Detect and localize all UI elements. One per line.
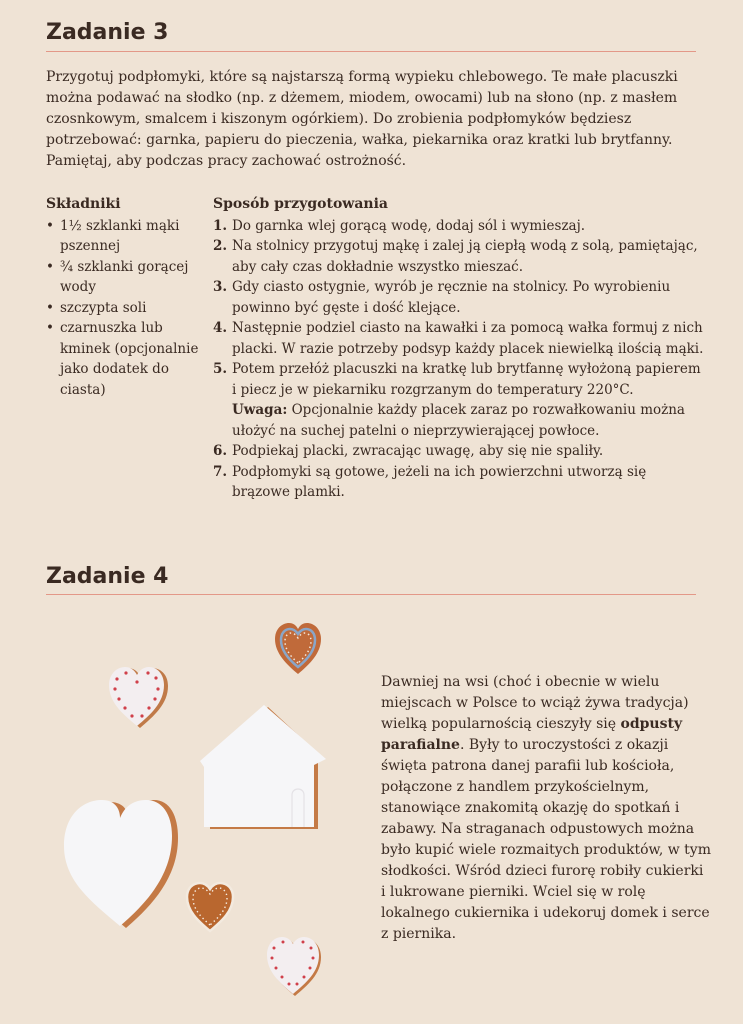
method-step — [213, 318, 708, 359]
step-number: 4. — [213, 320, 228, 336]
method-step — [213, 277, 708, 318]
gingerbread-house-icon — [196, 703, 336, 833]
method-step — [213, 441, 708, 462]
task3-intro: Przygotuj podpłomyki, które są najstarszą formą wypieku chlebowego. Te małe placuszki można podawać na słodko (np. z dżemem, miodem, owocami) lub na słono (np. z masłem czosnkowym, smalcem i kiszonym ogórkiem). Do zrobienia podpłomyków będziesz potrzebować: garnka, papieru do pieczenia, wałka, piekarnika oraz kratki lub brytfanny. Pamiętaj, aby podczas pracy zachować ostrożność. — [46, 69, 678, 169]
task3-title: Zadanie 3 — [46, 20, 169, 45]
white-heart-large-icon — [60, 796, 182, 932]
step-text: Podpłomyki są gotowe, jeżeli na ich powierzchni utworzą się brązowe plamki. — [232, 463, 647, 500]
task4-title: Zadanie 4 — [46, 564, 169, 589]
step-text: Do garnka wlej gorącą wodę, dodaj sól i wymieszaj. — [232, 217, 586, 234]
step-text: Podpiekaj placki, zwracając uwagę, aby się nie spaliły. — [232, 443, 604, 459]
task3-divider — [46, 51, 696, 52]
method-step — [213, 359, 708, 441]
ingredient-item: • czarnuszka lub kminek (opcjonalnie jako dodatek do ciasta) — [46, 318, 206, 400]
note-label: Uwaga: — [232, 402, 288, 418]
ingredients-title: Składniki — [46, 196, 121, 212]
note-text: Opcjonalnie każdy placek zaraz po rozwałkowaniu można ułożyć na suchej patelni o nieprzywierającej powłoce. — [232, 402, 685, 439]
step-number: 3. — [213, 279, 228, 295]
method-step — [213, 462, 708, 503]
white-heart-red-dots-icon — [106, 664, 170, 732]
method-title: Sposób przygotowania — [213, 196, 388, 212]
method-column — [213, 194, 708, 503]
step-number: 1. — [213, 217, 228, 234]
iced-heart-blue-icon — [272, 620, 324, 678]
ingredients-column — [46, 194, 206, 400]
step-number: 2. — [213, 238, 228, 254]
step-number: 6. — [213, 443, 228, 459]
white-heart-red-dots-small-icon — [264, 934, 324, 1000]
task4-divider — [46, 594, 696, 595]
ingredient-item: • szczypta soli — [46, 298, 206, 319]
method-step — [213, 236, 708, 277]
ingredient-item: • ¾ szklanki gorącej wody — [46, 257, 206, 298]
step-text: Następnie podziel ciasto na kawałki i za pomocą wałka formuj z nich placki. W razie potrzeby podsyp każdy placek niewielką ilością mąki. — [232, 320, 704, 357]
step-number: 5. — [213, 361, 228, 377]
step-text: Potem przełóż placuszki na kratkę lub brytfannę wyłożoną papierem i piecz je w piekarniku rozgrzanym do temperatury 220°C. — [232, 361, 701, 398]
task4-text-before: Dawniej na wsi (choć i obecnie w wielu miejscach w Polsce to wciąż żywa tradycja) wielką popularnością cieszyły się — [381, 674, 689, 732]
step-text: Gdy ciasto ostygnie, wyrób je ręcznie na stolnicy. Po wyrobieniu powinno być gęste i dość klejące. — [232, 279, 671, 316]
step-number: 7. — [213, 463, 228, 480]
method-step — [213, 216, 708, 237]
iced-heart-small-icon — [184, 880, 236, 934]
ingredients-list — [46, 216, 206, 401]
step-note — [232, 400, 708, 441]
ingredient-item: • 1½ szklanki mąki pszennej — [46, 216, 206, 257]
task4-text-after: . Były to uroczystości z okazji święta patrona danej parafii lub kościoła, połączone z handlem przykościelnym, stanowiące znakomitą okazję do spotkań i zabawy. Na straganach odpustowych można było kupić wiele rozmaitych produktów, w tym słodkości. Wśród dzieci furorę robiły cukierki i lukrowane pierniki. Wciel się w rolę lokalnego cukiernika i udekoruj domek i serce z piernika. — [381, 737, 711, 942]
task4-text — [381, 672, 711, 945]
task4-text-bold: odpusty parafialne — [381, 716, 683, 753]
step-text: Na stolnicy przygotuj mąkę i zalej ją ciepłą wodą z solą, pamiętając, aby cały czas dokładnie wszystko mieszać. — [232, 238, 698, 275]
